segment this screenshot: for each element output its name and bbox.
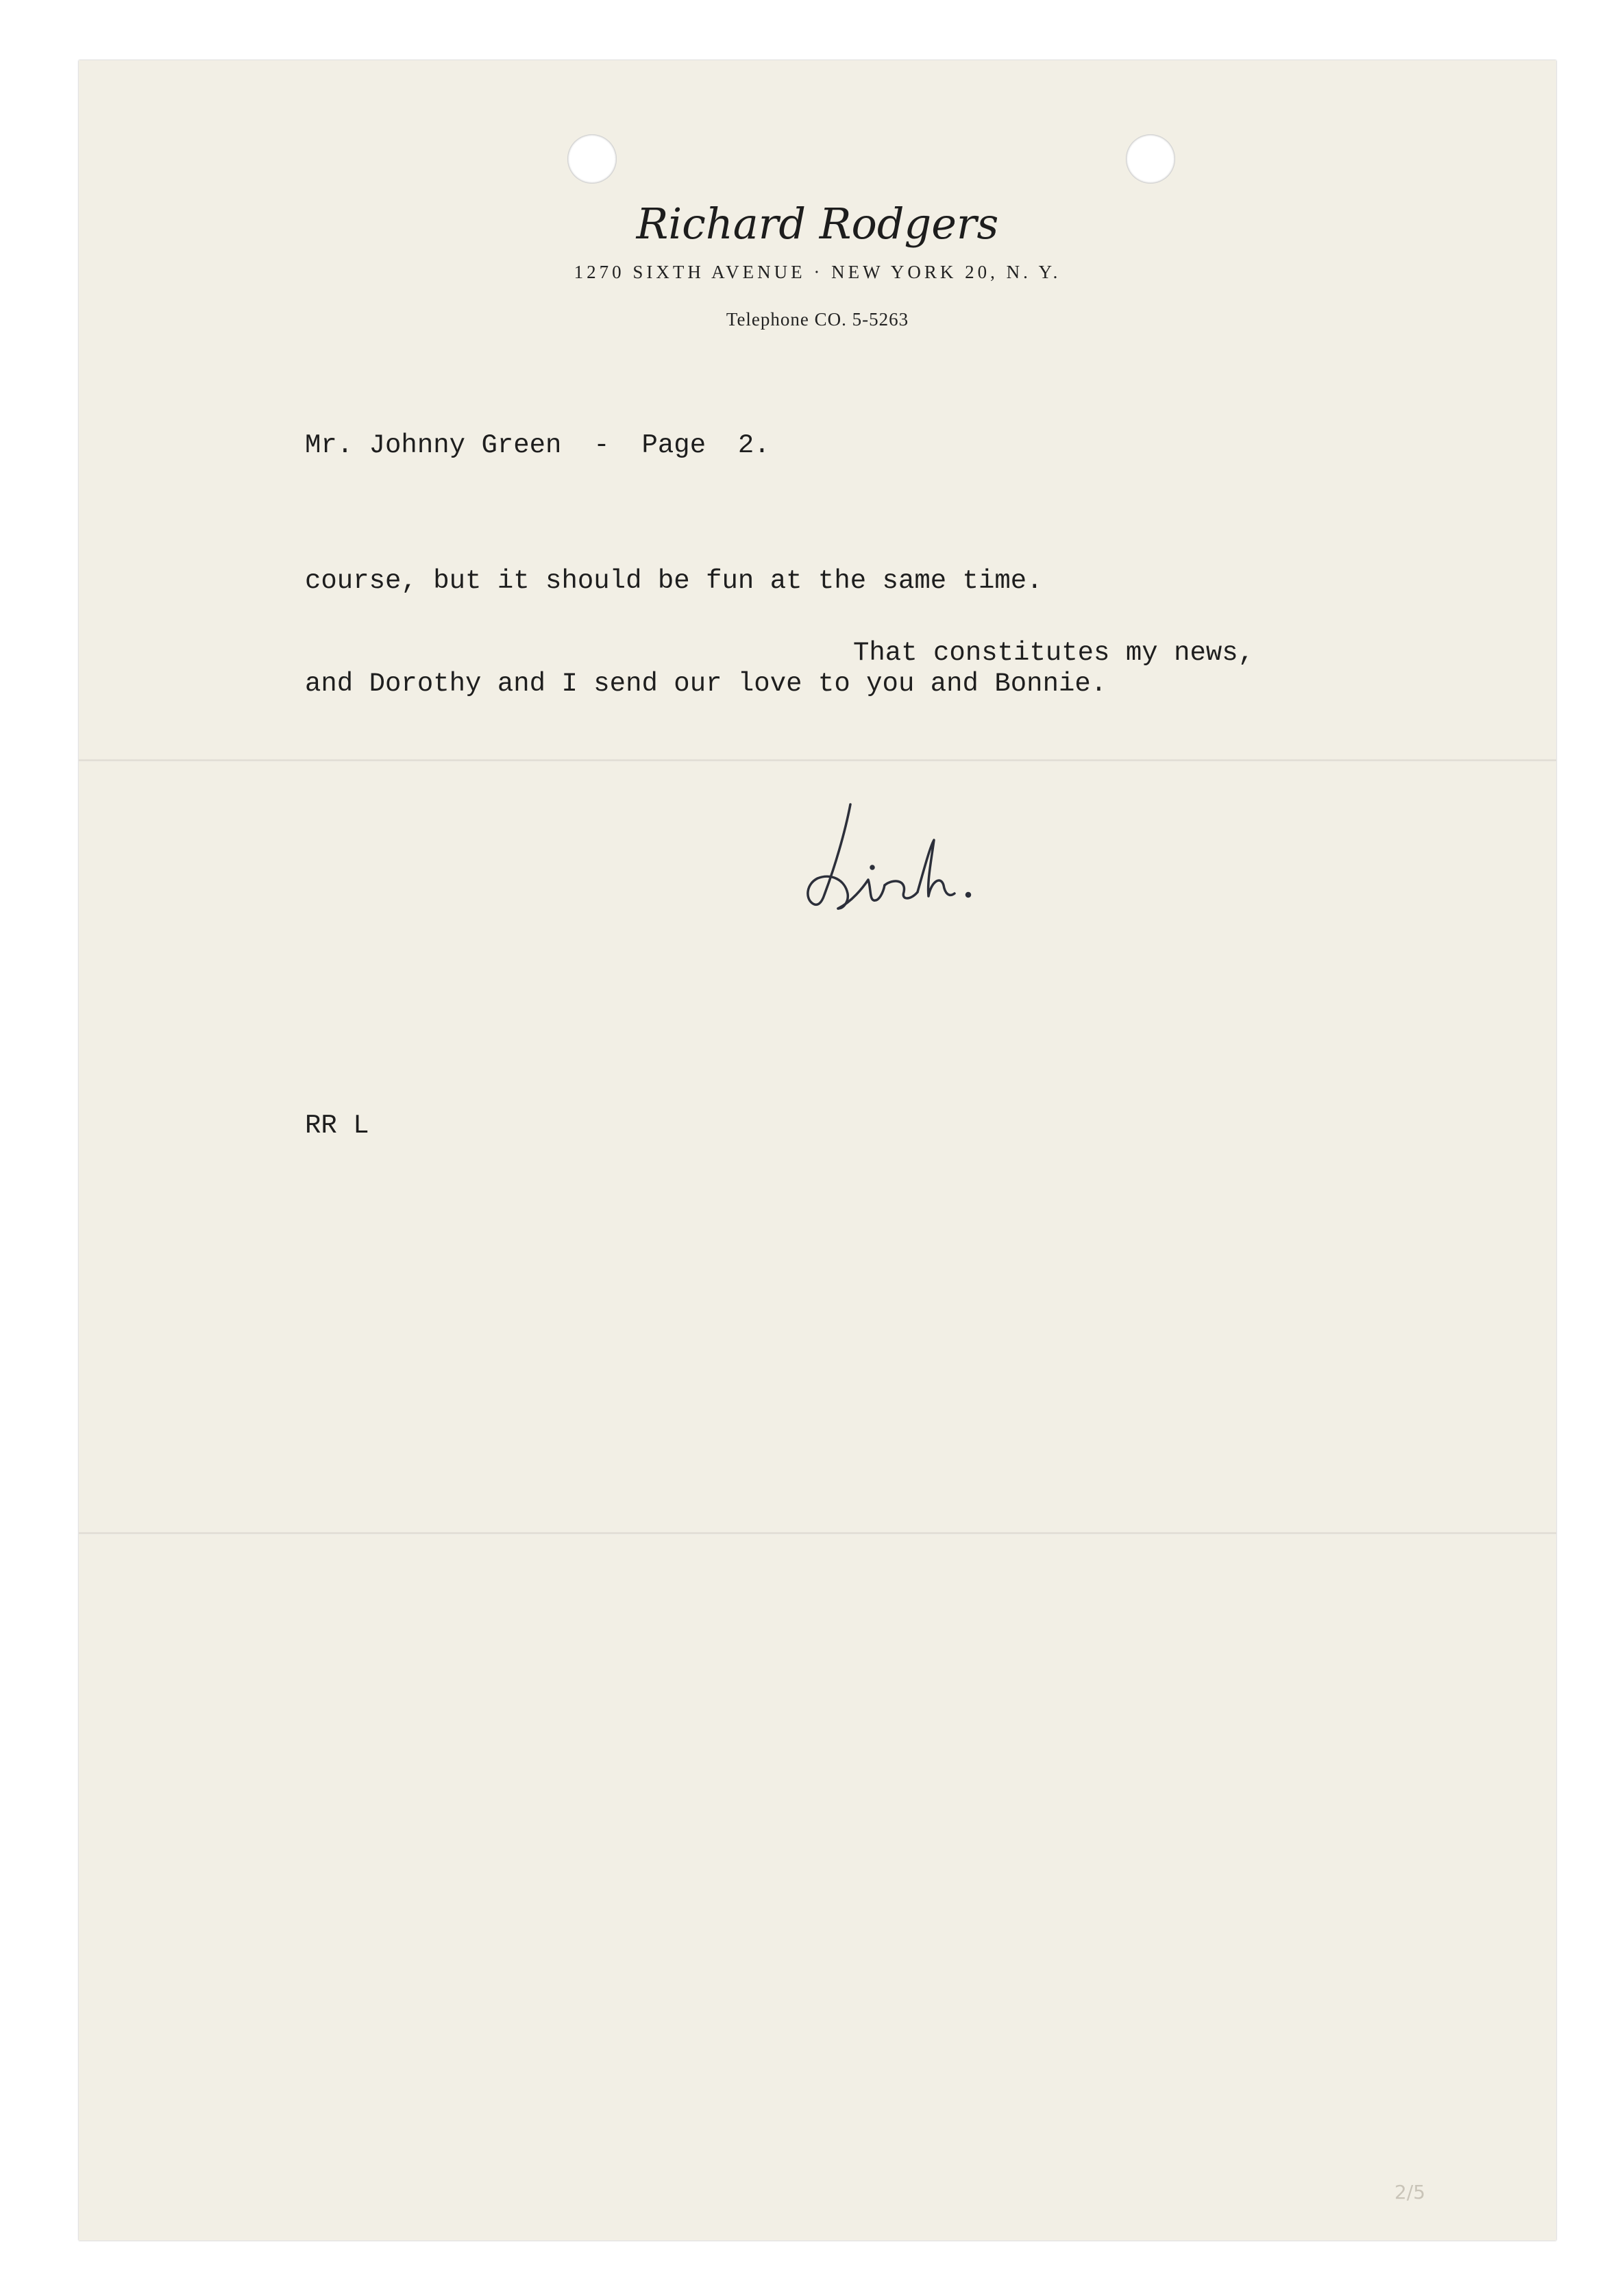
punch-hole-left: [567, 134, 617, 184]
body-line: That constitutes my news,: [853, 638, 1255, 668]
reference-initials: RR L: [305, 1111, 369, 1141]
paper-fold-lower: [79, 1532, 1556, 1535]
paper-fold-upper: [79, 759, 1556, 762]
body-line: and Dorothy and I send our love to you and Bonnie.: [305, 669, 1107, 699]
letter-sheet: [79, 60, 1556, 2240]
body-line: course, but it should be fun at the same time.: [305, 566, 1043, 596]
handwritten-signature: [797, 792, 982, 929]
archive-pencil-mark: 2/5: [1394, 2181, 1426, 2203]
letterhead-phone: Telephone CO. 5-5263: [726, 309, 909, 330]
letterhead-name: Richard Rodgers: [636, 199, 999, 249]
page-header: Mr. Johnny Green - Page 2.: [305, 430, 770, 460]
punch-hole-right: [1126, 134, 1175, 184]
letterhead-address: 1270 SIXTH AVENUE · NEW YORK 20, N. Y.: [574, 262, 1061, 282]
